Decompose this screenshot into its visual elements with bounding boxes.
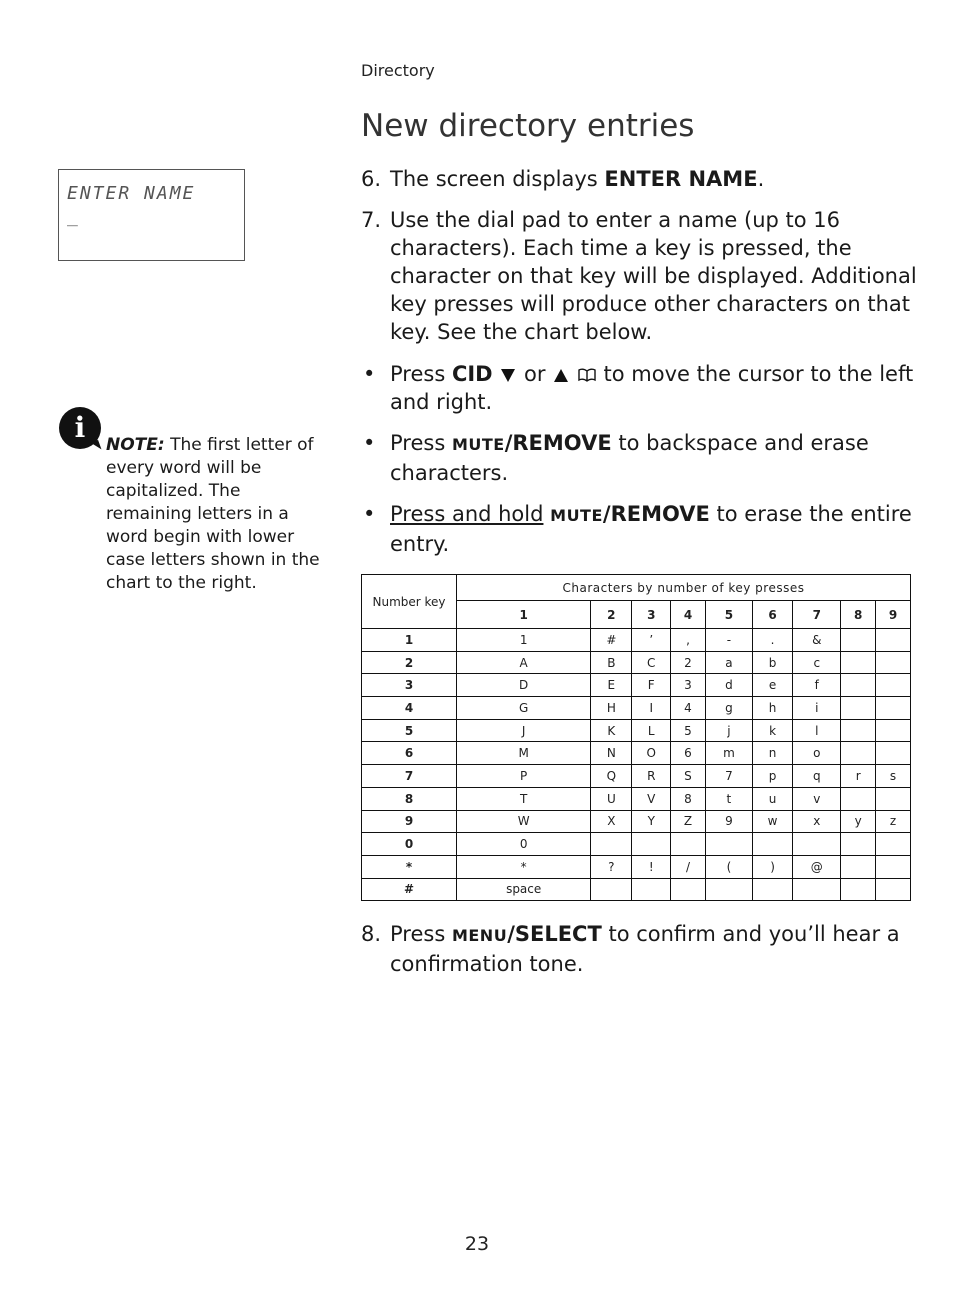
table-cell: 4 [671,697,706,720]
table-cell: k [752,719,792,742]
table-cell [876,742,911,765]
table-cell [793,833,841,856]
table-cell [876,629,911,652]
step-8 [361,920,921,992]
table-cell: c [793,651,841,674]
table-cell: M [457,742,591,765]
table-cell: w [752,810,792,833]
step-text: to confirm and you’ll hear a confirmation tone. [390,922,900,976]
display-text: ENTER NAME [604,167,758,191]
table-cell: 0 [457,833,591,856]
table-cell: b [752,651,792,674]
table-cell: u [752,787,792,810]
bullet-list [361,360,921,558]
lcd-line-1: ENTER NAME [67,183,196,204]
bullet-dot: • [363,362,376,386]
page-number: 23 [464,1233,490,1255]
table-cell [841,651,876,674]
table-cell: N [591,742,632,765]
number-key-cell: 6 [362,742,457,765]
bullet-text: Press [390,362,452,386]
presses-group-header: Characters by number of key presses [457,575,911,601]
bullet-text: to erase the entire entry. [390,502,912,556]
number-key-cell: 4 [362,697,457,720]
table-cell: F [632,674,671,697]
table-cell: 9 [705,810,752,833]
step-number: 7. [361,208,382,232]
table-cell: z [876,810,911,833]
number-key-cell: 9 [362,810,457,833]
table-cell: t [705,787,752,810]
bullet-erase [361,500,921,558]
table-cell: D [457,674,591,697]
table-cell [876,855,911,878]
press-count-header: 8 [841,601,876,629]
step-number: 6. [361,167,382,191]
table-cell: @ [793,855,841,878]
table-cell [632,833,671,856]
table-cell: E [591,674,632,697]
table-cell [876,697,911,720]
table-cell: a [705,651,752,674]
table-row [362,787,911,810]
table-cell [591,833,632,856]
press-count-header: 1 [457,601,591,629]
press-count-header: 9 [876,601,911,629]
table-cell: U [591,787,632,810]
page-title: New directory entries [361,108,695,144]
press-count-header: 6 [752,601,792,629]
table-cell: K [591,719,632,742]
table-cell: J [457,719,591,742]
table-cell: 5 [671,719,706,742]
info-icon [59,407,101,449]
table-row [362,697,911,720]
press-count-header: 5 [705,601,752,629]
number-key-cell: # [362,878,457,901]
lcd-cursor: _ [67,206,78,227]
table-cell [841,855,876,878]
table-cell: & [793,629,841,652]
table-cell [876,878,911,901]
remove-key-label: /REMOVE [602,502,710,526]
number-key-cell: 7 [362,765,457,788]
info-icon-glyph: i [74,411,86,444]
bullet-text: to move the cursor to the left and right. [390,362,914,414]
step-7 [361,206,921,346]
table-cell: T [457,787,591,810]
table-cell: r [841,765,876,788]
table-cell: n [752,742,792,765]
number-key-cell: 2 [362,651,457,674]
table-cell: e [752,674,792,697]
table-row [362,742,911,765]
table-cell [793,878,841,901]
number-key-cell: * [362,855,457,878]
table-cell: p [752,765,792,788]
table-cell: V [632,787,671,810]
press-count-header: 2 [591,601,632,629]
table-cell: # [591,629,632,652]
remove-key-label: /REMOVE [504,431,612,455]
table-cell [752,833,792,856]
character-chart [361,574,911,901]
table-cell [876,787,911,810]
table-cell [841,674,876,697]
chart-body [362,629,911,901]
table-cell [705,833,752,856]
number-key-cell: 3 [362,674,457,697]
table-cell: h [752,697,792,720]
table-cell: Q [591,765,632,788]
table-cell: L [632,719,671,742]
step-text: Use the dial pad to enter a name (up to 16 characters). Each time a key is pressed, the character on that key will be displayed. Additional key presses will produce other characters on that key. See the chart below. [390,208,917,344]
table-cell: , [671,629,706,652]
press-count-header: 7 [793,601,841,629]
menu-key-label: MENU [451,926,508,945]
down-arrow-icon [501,369,515,382]
table-cell: O [632,742,671,765]
table-cell: q [793,765,841,788]
table-cell: Y [632,810,671,833]
table-cell: y [841,810,876,833]
table-row [362,719,911,742]
table-cell: / [671,855,706,878]
table-cell: - [705,629,752,652]
table-row [362,833,911,856]
table-cell: A [457,651,591,674]
step-text: The screen displays [390,167,605,191]
book-icon [577,367,597,383]
press-and-hold-text: Press and hold [390,502,544,526]
table-cell [671,833,706,856]
select-key-label: /SELECT [507,922,602,946]
note-body: The first letter of every word will be capitalized. The remaining letters in a word begin with lower case letters shown in the chart to the right. [106,435,320,593]
table-cell: i [793,697,841,720]
bullet-backspace [361,429,921,487]
table-cell [841,833,876,856]
number-key-header: Number key [362,575,457,629]
table-cell: ( [705,855,752,878]
table-cell: g [705,697,752,720]
table-cell: B [591,651,632,674]
number-key-cell: 1 [362,629,457,652]
table-cell: 2 [671,651,706,674]
table-cell: m [705,742,752,765]
table-cell [876,833,911,856]
table-cell: H [591,697,632,720]
table-cell: * [457,855,591,878]
mute-key-label: MUTE [451,435,505,454]
up-arrow-icon [554,369,568,382]
table-cell: f [793,674,841,697]
table-row [362,765,911,788]
table-cell: 7 [705,765,752,788]
table-cell: C [632,651,671,674]
step-number: 8. [361,922,382,946]
table-row [362,878,911,901]
table-cell: ? [591,855,632,878]
cid-key-label: CID [451,362,493,386]
table-cell: 8 [671,787,706,810]
table-cell: v [793,787,841,810]
number-key-cell: 5 [362,719,457,742]
number-key-cell: 0 [362,833,457,856]
table-cell: W [457,810,591,833]
table-cell: I [632,697,671,720]
table-cell [752,878,792,901]
table-cell [671,878,706,901]
step-6 [361,165,921,193]
table-cell [841,742,876,765]
table-cell: o [793,742,841,765]
table-cell: ! [632,855,671,878]
table-cell: d [705,674,752,697]
step-text: . [757,167,765,191]
table-cell: l [793,719,841,742]
note [106,434,326,595]
table-row [362,674,911,697]
bullet-text: or [517,362,553,386]
table-cell: R [632,765,671,788]
table-cell: x [793,810,841,833]
bullet-text: Press [390,431,452,455]
note-label: NOTE: [106,435,165,455]
table-cell [591,878,632,901]
table-cell: s [876,765,911,788]
table-cell: 1 [457,629,591,652]
table-cell [841,629,876,652]
step-text: Press [390,922,452,946]
table-cell [876,651,911,674]
table-cell: G [457,697,591,720]
press-count-header: 3 [632,601,671,629]
press-count-header: 4 [671,601,706,629]
table-cell: S [671,765,706,788]
bullet-dot: • [363,431,376,455]
table-cell [841,787,876,810]
mute-key-label: MUTE [550,506,603,525]
step-8-text [361,920,921,979]
table-cell [705,878,752,901]
section-label: Directory [361,61,435,80]
bullet-dot: • [363,502,376,526]
table-row [362,855,911,878]
table-cell: Z [671,810,706,833]
table-cell: 6 [671,742,706,765]
table-cell: j [705,719,752,742]
bullet-cursor [361,360,921,416]
table-cell: . [752,629,792,652]
steps-list [361,165,921,571]
table-cell [841,697,876,720]
table-cell: space [457,878,591,901]
table-cell [632,878,671,901]
table-cell: P [457,765,591,788]
table-cell: ’ [632,629,671,652]
bullet-text: to backspace and erase characters. [390,431,869,485]
table-cell [876,674,911,697]
table-row [362,810,911,833]
table-cell: X [591,810,632,833]
lcd-screen [58,169,245,261]
table-cell [841,878,876,901]
table-row [362,651,911,674]
table-cell: ) [752,855,792,878]
table-cell [841,719,876,742]
table-cell: 3 [671,674,706,697]
table-row [362,629,911,652]
number-key-cell: 8 [362,787,457,810]
table-cell [876,719,911,742]
